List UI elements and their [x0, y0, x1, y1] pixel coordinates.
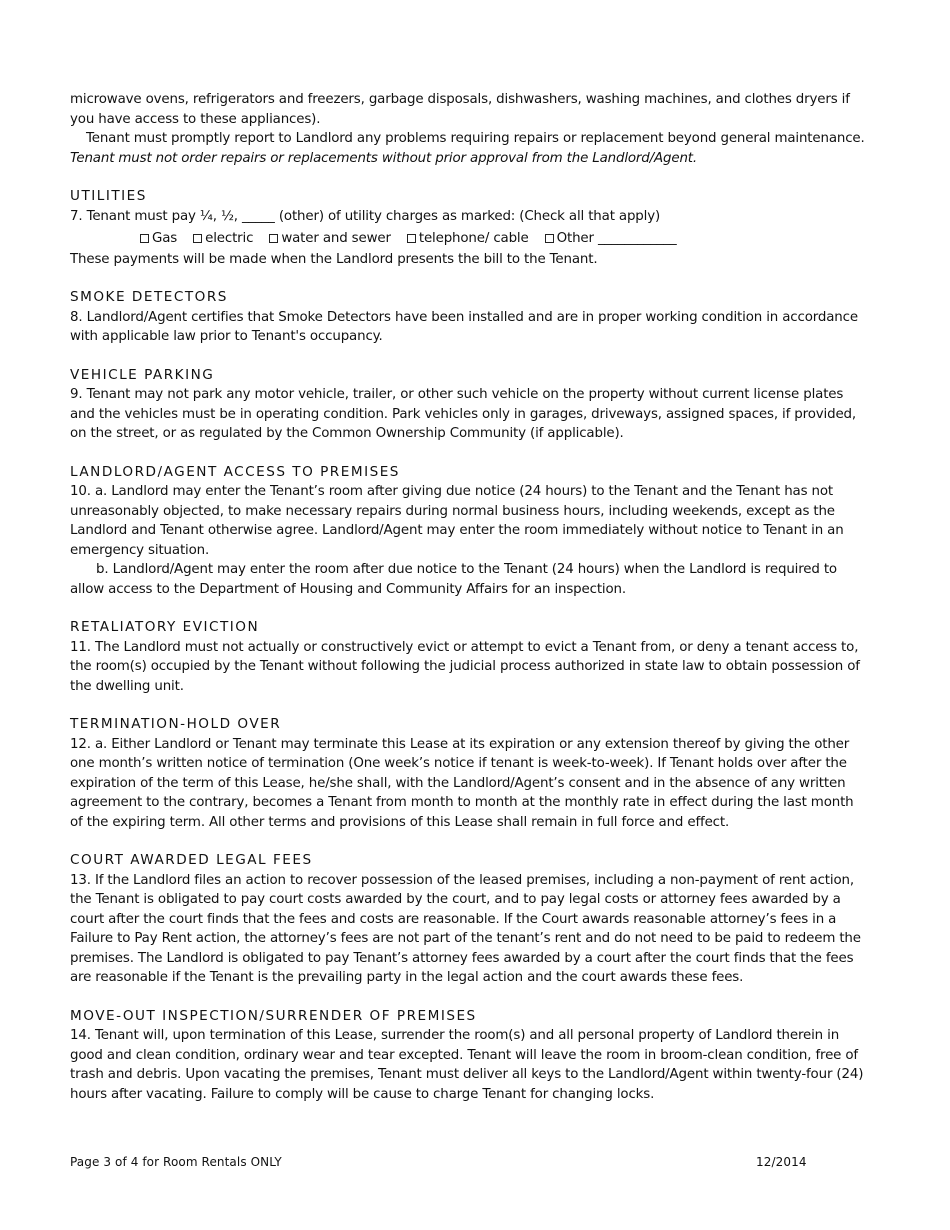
other-label: Other ____________	[556, 231, 677, 246]
court-heading: COURT AWARDED LEGAL FEES	[70, 852, 313, 868]
checkbox-icon[interactable]	[140, 234, 149, 243]
smoke-heading: SMOKE DETECTORS	[70, 289, 228, 305]
utilities-text: 7. Tenant must pay ¼, ½, _____ (other) of utility charges as marked: (Check all that apply)	[70, 208, 661, 224]
checkbox-icon[interactable]	[269, 234, 278, 243]
moveout-heading: MOVE-OUT INSPECTION/SURRENDER OF PREMISES	[70, 1007, 477, 1024]
retaliatory-heading: RETALIATORY EVICTION	[70, 619, 260, 635]
access-section	[70, 463, 870, 600]
electric-option[interactable]	[193, 229, 253, 249]
parking-section	[70, 366, 870, 444]
gas-label: Gas	[152, 231, 178, 246]
checkbox-icon[interactable]	[193, 234, 202, 243]
termination-heading: TERMINATION-HOLD OVER	[70, 716, 282, 732]
water-sewer-label: water and sewer	[281, 231, 391, 246]
page-footer-date: 12/2014	[756, 1155, 807, 1169]
access-heading: LANDLORD/AGENT ACCESS TO PREMISES	[70, 463, 400, 480]
utilities-section	[70, 187, 870, 269]
termination-text: 12. a. Either Landlord or Tenant may terminate this Lease at its expiration or any extension thereof by giving the other one month’s written notice of termination (One week’s notice if tenant is week-to-week). If Tenant holds over after the expiration of the term of this Lease, he/she shall, with the Landlord/Agent’s consent and in the absence of any written agreement to the contrary, becomes a Tenant from month to month at the monthly rate in effect during the last month of the expiring term. All other terms and provisions of this Lease shall remain in full force and effect.	[70, 736, 854, 830]
electric-label: electric	[205, 231, 254, 246]
access-text-b: b. Landlord/Agent may enter the room after due notice to the Tenant (24 hours) when the Landlord is required to allow access to the Department of Housing and Community Affairs for an inspection.	[70, 562, 837, 597]
moveout-section	[70, 1007, 870, 1105]
smoke-section	[70, 288, 870, 347]
parking-heading: VEHICLE PARKING	[70, 366, 215, 383]
retaliatory-text: 11. The Landlord must not actually or constructively evict or attempt to evict a Tenant from, or deny a tenant access to, the room(s) occupied by the Tenant without following the judicial process authorized in state law to obtain possession of the dwelling unit.	[70, 639, 860, 694]
utilities-options	[140, 229, 870, 249]
moveout-text: 14. Tenant will, upon termination of this Lease, surrender the room(s) and all personal property of Landlord therein in good and clean condition, ordinary wear and tear excepted. Tenant will leave the room in broom-clean condition, free of trash and debris. Upon vacating the premises, Tenant must deliver all keys to the Landlord/Agent within twenty-four (24) hours after vacating. Failure to comply will be cause to charge Tenant for changing locks.	[70, 1028, 864, 1102]
utilities-heading: UTILITIES	[70, 188, 147, 204]
telephone-cable-label: telephone/ cable	[418, 231, 529, 246]
water-sewer-option[interactable]	[269, 229, 391, 249]
telephone-cable-option[interactable]	[407, 229, 529, 249]
gas-option[interactable]	[140, 229, 177, 249]
termination-section	[70, 715, 870, 832]
court-section	[70, 851, 870, 988]
repair-italic-text: Tenant must not order repairs or replacements without prior approval from the Landlord/Agent.	[70, 150, 697, 166]
intro-paragraph: microwave ovens, refrigerators and freezers, garbage disposals, dishwashers, washing machines, and clothes dryers if you have access to these appliances).	[70, 92, 850, 127]
other-option[interactable]	[545, 229, 677, 249]
checkbox-icon[interactable]	[407, 234, 416, 243]
page-footer-label: Page 3 of 4 for Room Rentals ONLY	[70, 1155, 282, 1169]
smoke-text: 8. Landlord/Agent certifies that Smoke Detectors have been installed and are in proper working condition in accordance with applicable law prior to Tenant's occupancy.	[70, 309, 858, 344]
repair-paragraph	[70, 129, 870, 168]
repair-text: Tenant must promptly report to Landlord any problems requiring repairs or replacement beyond general maintenance.	[86, 131, 865, 146]
retaliatory-section	[70, 618, 870, 696]
document-body	[70, 90, 870, 1104]
utilities-after-text: These payments will be made when the Landlord presents the bill to the Tenant.	[70, 251, 598, 267]
court-text: 13. If the Landlord files an action to recover possession of the leased premises, including a non-payment of rent action, the Tenant is obligated to pay court costs awarded by the court, and to pay legal costs or attorney fees awarded by a court after the court finds that the fees and costs are reasonable. If the Court awards reasonable attorney’s fees in a Failure to Pay Rent action, the attorney’s fees are not part of the tenant’s rent and do not need to be paid to redeem the premises. The Landlord is obligated to pay Tenant’s attorney fees awarded by a court after the court finds that the fees are reasonable if the Tenant is the prevailing party in the legal action and the court awards these fees.	[70, 872, 861, 985]
access-text-a: 10. a. Landlord may enter the Tenant’s room after giving due notice (24 hours) to the Tenant and the Tenant has not unreasonably objected, to make necessary repairs during normal business hours, including weekends, except as the Landlord and Tenant otherwise agree. Landlord/Agent may enter the room immediately without notice to Tenant in an emergency situation.	[70, 484, 844, 558]
parking-text: 9. Tenant may not park any motor vehicle, trailer, or other such vehicle on the property without current license plates and the vehicles must be in operating condition. Park vehicles only in garages, driveways, assigned spaces, if provided, on the street, or as regulated by the Common Ownership Community (if applicable).	[70, 387, 856, 441]
checkbox-icon[interactable]	[545, 234, 554, 243]
